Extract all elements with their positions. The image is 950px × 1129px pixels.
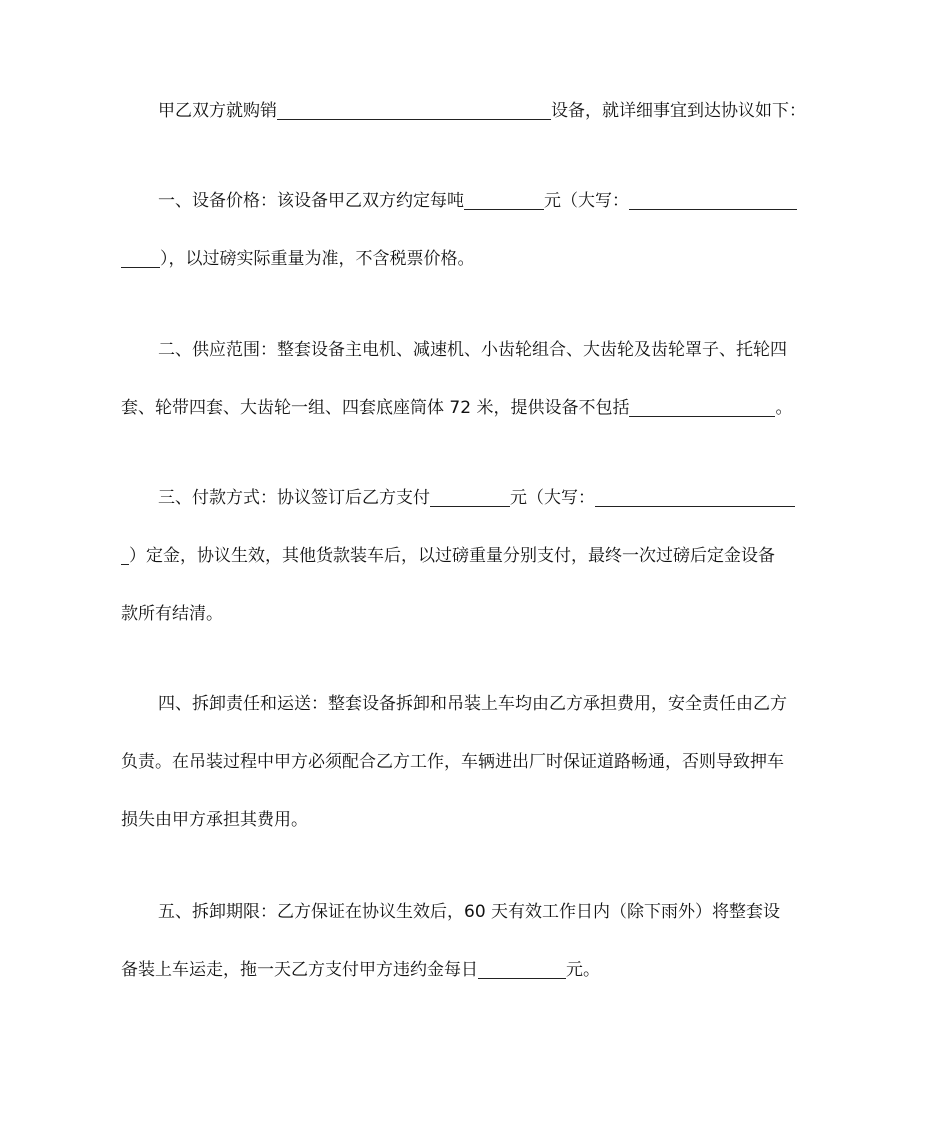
deadline-text-2: 备装上车运走，拖一天乙方支付甲方违约金每日 bbox=[121, 960, 478, 980]
supply-scope-text-1: 二、供应范围：整套设备主电机、减速机、小齿轮组合、大齿轮及齿轮罩子、托轮四 bbox=[158, 340, 787, 360]
section5-line2 bbox=[121, 957, 831, 983]
section1-line2 bbox=[121, 246, 831, 272]
deposit-words-blank-continued bbox=[121, 547, 129, 565]
deadline-text-1: 五、拆卸期限：乙方保证在协议生效后，60 天有效工作日内（除下雨外）将整套设 bbox=[158, 902, 781, 922]
supply-scope-end: 。 bbox=[775, 398, 793, 418]
price-label: 一、设备价格：该设备甲乙双方约定每吨 bbox=[158, 191, 464, 211]
section3-line2 bbox=[121, 543, 831, 569]
excluded-items-blank bbox=[629, 399, 775, 417]
dismantle-text-3: 损失由甲方承担其费用。 bbox=[121, 810, 308, 830]
price-per-ton-blank bbox=[464, 192, 544, 210]
section4-line2 bbox=[121, 749, 831, 775]
price-words-blank-continued bbox=[121, 250, 160, 268]
intro-line bbox=[158, 98, 830, 124]
section3-line3 bbox=[121, 601, 831, 627]
payment-unit-text: 元（大写： bbox=[510, 488, 595, 508]
section4-line1 bbox=[158, 691, 830, 717]
dismantle-text-2: 负责。在吊装过程中甲方必须配合乙方工作，车辆进出厂时保证道路畅通，否则导致押车 bbox=[121, 752, 784, 772]
product-name-blank bbox=[277, 102, 551, 120]
intro-text-before: 甲乙双方就购销 bbox=[158, 101, 277, 121]
section1-line1 bbox=[158, 188, 830, 214]
section3-line1 bbox=[158, 485, 830, 511]
payment-label: 三、付款方式：协议签订后乙方支付 bbox=[158, 488, 430, 508]
section2-line1 bbox=[158, 337, 830, 363]
section5-line1 bbox=[158, 899, 830, 925]
intro-text-after: 设备，就详细事宜到达协议如下： bbox=[551, 101, 806, 121]
section4-line3 bbox=[121, 807, 831, 833]
dismantle-text-1: 四、拆卸责任和运送：整套设备拆卸和吊装上车均由乙方承担费用，安全责任由乙方 bbox=[158, 694, 787, 714]
deposit-words-blank bbox=[595, 489, 795, 507]
payment-terms-text-1: ）定金，协议生效，其他货款装车后，以过磅重量分别支付，最终一次过磅后定金设备 bbox=[129, 546, 775, 566]
deadline-end: 元。 bbox=[566, 960, 600, 980]
price-terms-text: ），以过磅实际重量为准，不含税票价格。 bbox=[160, 249, 475, 269]
section2-line2 bbox=[121, 395, 831, 421]
supply-scope-text-2: 套、轮带四套、大齿轮一组、四套底座筒体 72 米，提供设备不包括 bbox=[121, 398, 630, 418]
price-words-blank bbox=[629, 192, 797, 210]
payment-terms-text-2: 款所有结清。 bbox=[121, 604, 223, 624]
price-unit-text: 元（大写： bbox=[544, 191, 629, 211]
penalty-amount-blank bbox=[478, 961, 566, 979]
deposit-amount-blank bbox=[430, 489, 510, 507]
